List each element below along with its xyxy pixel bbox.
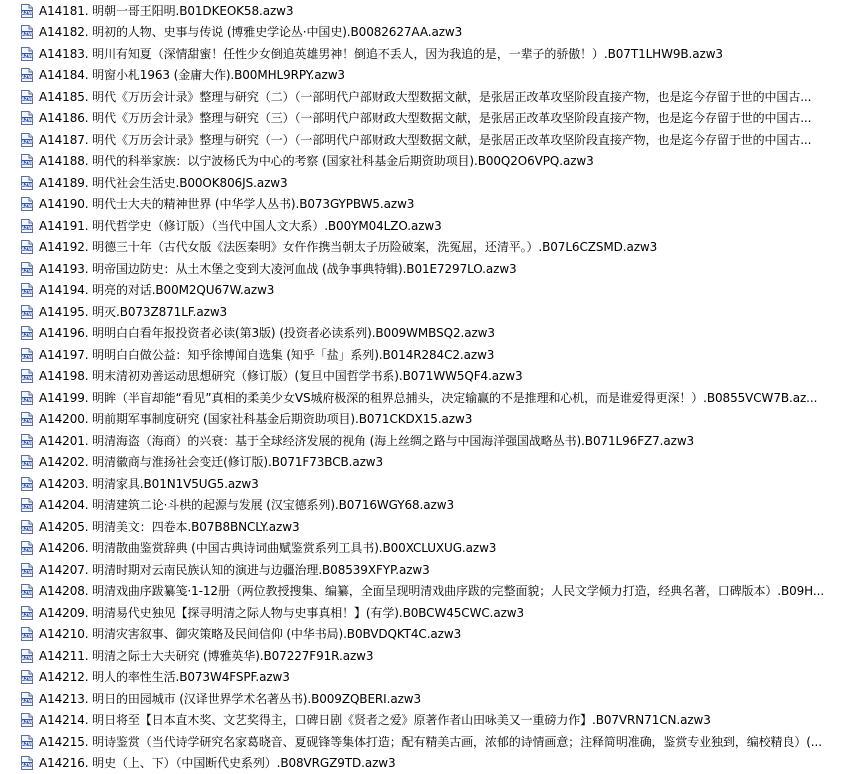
azw-file-icon xyxy=(21,176,33,190)
svg-text:AZW: AZW xyxy=(22,376,33,381)
svg-text:AZW: AZW xyxy=(22,333,33,338)
svg-text:AZW: AZW xyxy=(22,118,33,123)
file-row[interactable] xyxy=(0,215,841,237)
file-row[interactable] xyxy=(0,323,841,345)
file-row[interactable] xyxy=(0,581,841,603)
file-row[interactable] xyxy=(0,667,841,689)
file-row[interactable] xyxy=(0,710,841,732)
svg-text:AZW: AZW xyxy=(22,483,33,488)
file-row[interactable] xyxy=(0,559,841,581)
file-name: A14207. 明清时期对云南民族认知的演进与边疆治理.B08539XFYP.azw3 xyxy=(39,563,824,577)
file-name: A14215. 明诗鉴赏（当代诗学研究名家葛晓音、夏砚锋等集体打造；配有精美古画，浓郁的诗情画意；注释简明准确，鉴赏专业独到，编校精良）(... xyxy=(39,735,824,749)
svg-text:AZW: AZW xyxy=(22,397,33,402)
file-name: A14200. 明前期军事制度研究 (国家社科基金后期资助项目).B071CKDX15.azw3 xyxy=(39,412,824,426)
azw-file-icon xyxy=(21,735,33,749)
file-row[interactable] xyxy=(0,516,841,538)
azw-file-icon xyxy=(21,649,33,663)
azw-file-icon xyxy=(21,154,33,168)
file-row[interactable] xyxy=(0,366,841,388)
file-name: A14210. 明清灾害叙事、御灾策略及民间信仰 (中华书局).B0BVDQKT4C.azw3 xyxy=(39,627,824,641)
azw-file-icon xyxy=(21,4,33,18)
file-name: A14216. 明史（上、下）（中国断代史系列）.B08VRGZ9TD.azw3 xyxy=(39,756,824,770)
svg-text:AZW: AZW xyxy=(22,677,33,682)
svg-text:AZW: AZW xyxy=(22,96,33,101)
file-name: A14196. 明明白白看年报投资者必读(第3版) (投资者必读系列).B009WMBSQ2.azw3 xyxy=(39,326,824,340)
azw-file-icon xyxy=(21,90,33,104)
svg-text:AZW: AZW xyxy=(22,591,33,596)
svg-text:AZW: AZW xyxy=(22,53,33,58)
svg-text:AZW: AZW xyxy=(22,290,33,295)
file-name: A14197. 明明白白做公益：知乎徐博闻自选集 (知乎「盐」系列).B014R284C2.azw3 xyxy=(39,348,824,362)
azw-file-icon xyxy=(21,477,33,491)
azw-file-icon xyxy=(21,262,33,276)
azw-file-icon xyxy=(21,68,33,82)
file-name: A14203. 明清家具.B01N1V5UG5.azw3 xyxy=(39,477,824,491)
svg-text:AZW: AZW xyxy=(22,161,33,166)
file-name: A14204. 明清建筑二论·斗栱的起源与发展 (汉宝德系列).B0716WGY68.azw3 xyxy=(39,498,824,512)
svg-text:AZW: AZW xyxy=(22,10,33,15)
file-row[interactable] xyxy=(0,280,841,302)
file-row[interactable] xyxy=(0,538,841,560)
file-row[interactable] xyxy=(0,43,841,65)
azw-file-icon xyxy=(21,692,33,706)
file-row[interactable] xyxy=(0,688,841,710)
file-row[interactable] xyxy=(0,22,841,44)
file-name: A14194. 明亮的对话.B00M2QU67W.azw3 xyxy=(39,283,824,297)
azw-file-icon xyxy=(21,197,33,211)
file-name: A14195. 明灭.B073Z871LF.azw3 xyxy=(39,305,824,319)
file-row[interactable] xyxy=(0,86,841,108)
svg-text:AZW: AZW xyxy=(22,440,33,445)
file-name: A14199. 明眸（半盲却能“看见”真相的柔美少女VS城府极深的租界总捕头，决定输赢的不是推理和心机，而是谁爱得更深！）.B0855VCW7B.az... xyxy=(39,391,824,405)
azw-file-icon xyxy=(21,240,33,254)
file-row[interactable] xyxy=(0,194,841,216)
azw-file-icon xyxy=(21,756,33,770)
file-row[interactable] xyxy=(0,452,841,474)
svg-text:AZW: AZW xyxy=(22,247,33,252)
file-name: A14214. 明日将至【日本直木奖、文艺奖得主，口碑日剧《贤者之爱》原著作者山田咏美又一重磅力作】.B07VRN71CN.azw3 xyxy=(39,713,824,727)
file-row[interactable] xyxy=(0,495,841,517)
svg-text:AZW: AZW xyxy=(22,419,33,424)
svg-text:AZW: AZW xyxy=(22,139,33,144)
file-name: A14205. 明清美文：四卷本.B07B8BNCLY.azw3 xyxy=(39,520,824,534)
azw-file-icon xyxy=(21,348,33,362)
file-row[interactable] xyxy=(0,409,841,431)
azw-file-icon xyxy=(21,369,33,383)
file-name: A14181. 明朝一哥王阳明.B01DKEOK58.azw3 xyxy=(39,4,824,18)
file-name: A14185. 明代《万历会计录》整理与研究（二）（一部明代户部财政大型数据文献，是张居正改革攻坚阶段直接产物，也是迄今存留于世的中国古... xyxy=(39,90,824,104)
svg-text:AZW: AZW xyxy=(22,548,33,553)
file-row[interactable] xyxy=(0,65,841,87)
file-row[interactable] xyxy=(0,129,841,151)
svg-text:AZW: AZW xyxy=(22,569,33,574)
azw-file-icon xyxy=(21,606,33,620)
file-row[interactable] xyxy=(0,237,841,259)
svg-text:AZW: AZW xyxy=(22,32,33,37)
file-name: A14198. 明末清初劝善运动思想研究（修订版）(复旦中国哲学书系).B071WW5QF4.azw3 xyxy=(39,369,824,383)
azw-file-icon xyxy=(21,498,33,512)
svg-text:AZW: AZW xyxy=(22,741,33,746)
file-name: A14211. 明清之际士大夫研究 (博雅英华).B07227F91R.azw3 xyxy=(39,649,824,663)
azw-file-icon xyxy=(21,563,33,577)
file-name: A14190. 明代士大夫的精神世界 (中华学人丛书).B073GYPBW5.azw3 xyxy=(39,197,824,211)
file-row[interactable] xyxy=(0,753,841,774)
svg-text:AZW: AZW xyxy=(22,720,33,725)
azw-file-icon xyxy=(21,283,33,297)
azw-file-icon xyxy=(21,47,33,61)
file-name: A14186. 明代《万历会计录》整理与研究（三）（一部明代户部财政大型数据文献，是张居正改革攻坚阶段直接产物，也是迄今存留于世的中国古... xyxy=(39,111,824,125)
file-row[interactable] xyxy=(0,602,841,624)
file-name: A14212. 明人的率性生活.B073W4FSPF.azw3 xyxy=(39,670,824,684)
file-row[interactable] xyxy=(0,387,841,409)
file-name: A14188. 明代的科举家族：以宁波杨氏为中心的考察 (国家社科基金后期资助项目).B00Q2O6VPQ.azw3 xyxy=(39,154,824,168)
azw-file-icon xyxy=(21,434,33,448)
file-name: A14192. 明德三十年（古代女版《法医秦明》女仵作携当朝太子历险破案，洗冤屈，还清平。）.B07L6CZSMD.azw3 xyxy=(39,240,824,254)
file-row[interactable] xyxy=(0,151,841,173)
azw-file-icon xyxy=(21,111,33,125)
azw-file-icon xyxy=(21,391,33,405)
svg-text:AZW: AZW xyxy=(22,462,33,467)
svg-text:AZW: AZW xyxy=(22,311,33,316)
azw-file-icon xyxy=(21,541,33,555)
svg-text:AZW: AZW xyxy=(22,204,33,209)
file-row[interactable] xyxy=(0,645,841,667)
file-name: A14183. 明川有知夏（深情甜蜜！任性少女倒追英雄男神！倒追不丢人，因为我追的是，一辈子的骄傲！）.B07T1LHW9B.azw3 xyxy=(39,47,824,61)
file-name: A14213. 明日的田园城市 (汉译世界学术名著丛书).B009ZQBERI.azw3 xyxy=(39,692,824,706)
file-name: A14184. 明窗小札1963 (金庸大作).B00MHL9RPY.azw3 xyxy=(39,68,824,82)
azw-file-icon xyxy=(21,305,33,319)
file-name: A14191. 明代哲学史（修订版）（当代中国人文大系）.B00YM04LZO.azw3 xyxy=(39,219,824,233)
svg-text:AZW: AZW xyxy=(22,634,33,639)
azw-file-icon xyxy=(21,25,33,39)
file-name: A14206. 明清散曲鉴赏辞典 (中国古典诗词曲赋鉴赏系列工具书).B00XCLUXUG.azw3 xyxy=(39,541,824,555)
file-row[interactable] xyxy=(0,430,841,452)
file-name: A14209. 明清易代史独见【探寻明清之际人物与史事真相！】(有学).B0BCW45CWC.azw3 xyxy=(39,606,824,620)
file-name: A14202. 明清徽商与淮扬社会变迁(修订版).B071F73BCB.azw3 xyxy=(39,455,824,469)
svg-text:AZW: AZW xyxy=(22,612,33,617)
svg-text:AZW: AZW xyxy=(22,182,33,187)
file-row[interactable] xyxy=(0,0,841,22)
azw-file-icon xyxy=(21,670,33,684)
file-name: A14208. 明清戏曲序跋纂笺·1-12册（两位教授搜集、编纂，全面呈现明清戏曲序跋的完整面貌；人民文学倾力打造，经典名著，口碑版本）.B09H... xyxy=(39,584,824,598)
file-row[interactable] xyxy=(0,258,841,280)
azw-file-icon xyxy=(21,326,33,340)
azw-file-icon xyxy=(21,412,33,426)
svg-text:AZW: AZW xyxy=(22,225,33,230)
svg-text:AZW: AZW xyxy=(22,655,33,660)
file-row[interactable] xyxy=(0,301,841,323)
azw-file-icon xyxy=(21,713,33,727)
svg-text:AZW: AZW xyxy=(22,763,33,768)
azw-file-icon xyxy=(21,133,33,147)
azw-file-icon xyxy=(21,520,33,534)
file-row[interactable] xyxy=(0,624,841,646)
svg-text:AZW: AZW xyxy=(22,505,33,510)
file-row[interactable] xyxy=(0,344,841,366)
azw-file-icon xyxy=(21,627,33,641)
file-name: A14189. 明代社会生活史.B00OK806JS.azw3 xyxy=(39,176,824,190)
azw-file-icon xyxy=(21,584,33,598)
file-name: A14193. 明帝国边防史：从土木堡之变到大凌河血战 (战争事典特辑).B01E7297LO.azw3 xyxy=(39,262,824,276)
file-name: A14201. 明清海盗（海商）的兴衰：基于全球经济发展的视角 (海上丝绸之路与中国海洋强国战略丛书).B071L96FZ7.azw3 xyxy=(39,434,824,448)
file-row[interactable] xyxy=(0,108,841,130)
file-name: A14182. 明初的人物、史事与传说 (博雅史学论丛·中国史).B0082627AA.azw3 xyxy=(39,25,824,39)
file-row[interactable] xyxy=(0,731,841,753)
svg-text:AZW: AZW xyxy=(22,268,33,273)
file-row[interactable] xyxy=(0,172,841,194)
svg-text:AZW: AZW xyxy=(22,75,33,80)
azw-file-icon xyxy=(21,455,33,469)
file-row[interactable] xyxy=(0,473,841,495)
svg-text:AZW: AZW xyxy=(22,354,33,359)
azw-file-icon xyxy=(21,219,33,233)
file-name: A14187. 明代《万历会计录》整理与研究（一）（一部明代户部财政大型数据文献，是张居正改革攻坚阶段直接产物，也是迄今存留于世的中国古... xyxy=(39,133,824,147)
svg-text:AZW: AZW xyxy=(22,698,33,703)
svg-text:AZW: AZW xyxy=(22,526,33,531)
